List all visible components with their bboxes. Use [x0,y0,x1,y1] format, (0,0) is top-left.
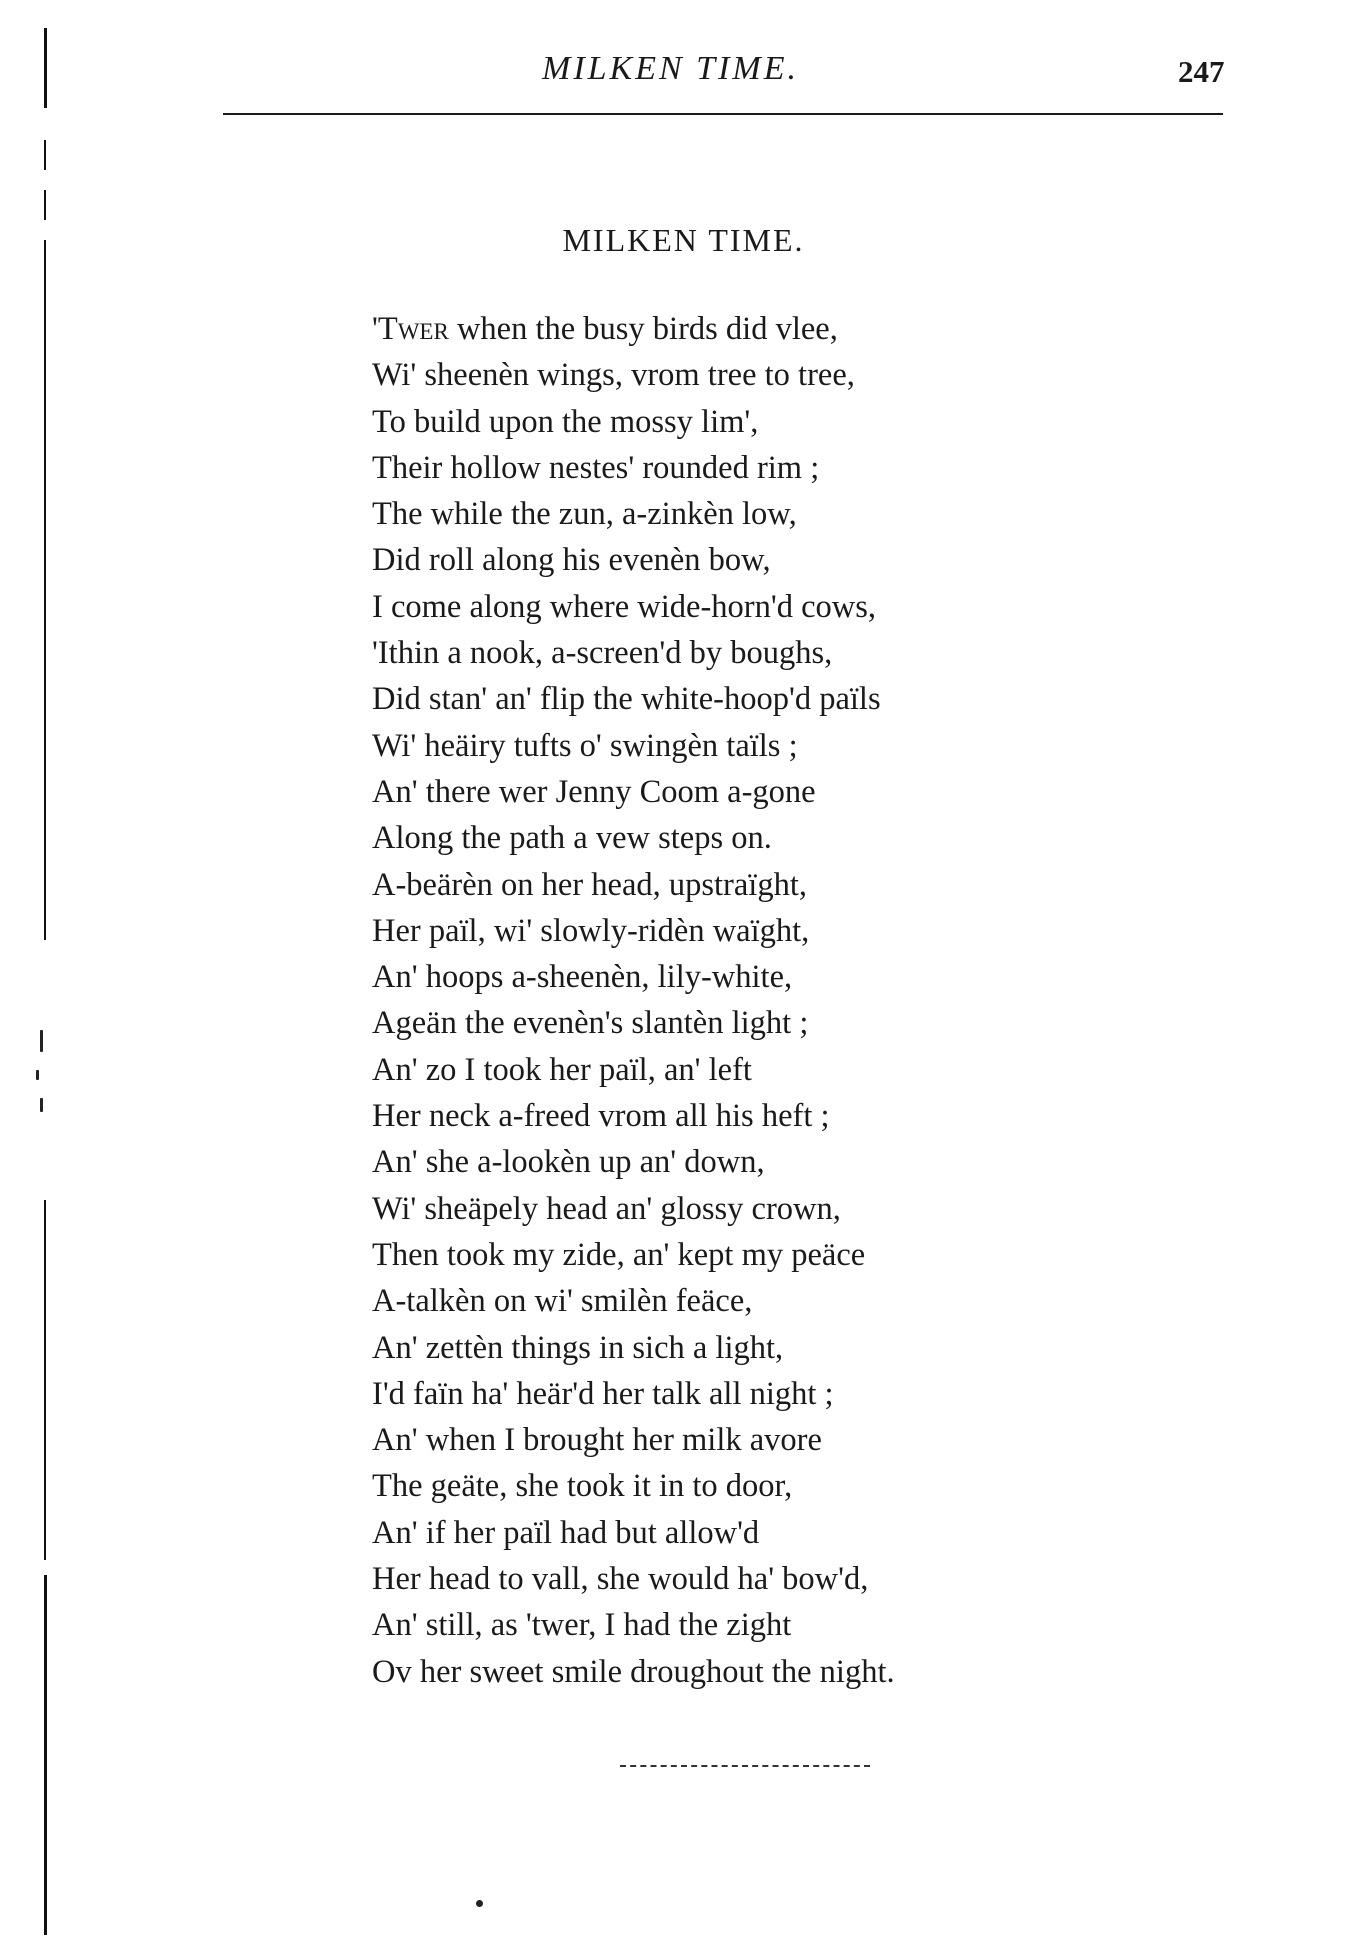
poem-line [372,306,1132,352]
poem-line: A-beärèn on her head, upstraïght, [372,866,807,903]
poem-line: An' if her païl had but allow'd [372,1514,760,1551]
poem-line: A-talkèn on wi' smilèn feäce, [372,1283,753,1320]
poem-line: 'Ithin a nook, a-screen'd by boughs, [372,635,833,672]
poem-line: An' zo I took her païl, an' left [372,1051,752,1088]
gutter-binding-line [44,1575,47,1935]
poem-line: The geäte, she took it in to door, [372,1468,793,1505]
poem-line: Her païl, wi' slowly-ridèn waïght, [372,912,810,949]
poem-line: An' still, as 'twer, I had the zight [372,1607,792,1644]
poem-body [372,306,1132,1695]
poem-line: Their hollow nestes' rounded rim ; [372,449,820,486]
poem-line: An' zettèn things in sich a light, [372,1329,784,1366]
poem-line: Ov her sweet smile droughout the night. [372,1653,895,1690]
gutter-speck [36,1070,39,1080]
poem-line: An' when I brought her milk avore [372,1422,822,1459]
poem-line: An' she a-lookèn up an' down, [372,1144,765,1181]
gutter-speck [40,1098,43,1112]
poem-line: Wi' sheenèn wings, vrom tree to tree, [372,357,855,394]
poem-line: An' hoops a-sheenèn, lily-white, [372,959,793,996]
gutter-binding-line [44,240,46,940]
header-rule [223,113,1223,115]
running-title: MILKEN TIME. [542,50,799,87]
poem-line: Did stan' an' flip the white-hoop'd païls [372,681,881,718]
poem-line: Wi' heäiry tufts o' swingèn taïls ; [372,727,798,764]
poem-line: Did roll along his evenèn bow, [372,542,771,579]
gutter-speck [40,1030,43,1052]
page-number: 247 [1178,54,1225,89]
poem-line: I come along where wide-horn'd cows, [372,588,877,625]
poem-line: Then took my zide, an' kept my peäce [372,1236,866,1273]
poem-line: Her neck a-freed vrom all his heft ; [372,1098,830,1135]
gutter-binding-line [44,1200,46,1560]
poem-title: MILKEN TIME. [562,222,805,258]
poem-first-word: 'Twer [372,311,449,347]
poem-line: Along the path a vew steps on. [372,820,772,857]
poem-line: To build upon the mossy lim', [372,403,759,440]
poem-line: The while the zun, a-zinkèn low, [372,496,797,533]
section-end-rule [620,1765,870,1767]
gutter-binding-line [44,140,46,170]
poem-line: Wi' sheäpely head an' glossy crown, [372,1190,841,1227]
gutter-binding-line [44,190,46,220]
ink-speck [476,1900,483,1907]
poem-line: I'd faïn ha' heär'd her talk all night ; [372,1375,834,1412]
poem-line-text: when the busy birds did vlee, [448,311,838,347]
poem-line: An' there wer Jenny Coom a-gone [372,773,816,810]
poem-line: Her head to vall, she would ha' bow'd, [372,1561,869,1598]
poem-line: Ageän the evenèn's slantèn light ; [372,1005,809,1042]
running-header [0,50,1347,100]
